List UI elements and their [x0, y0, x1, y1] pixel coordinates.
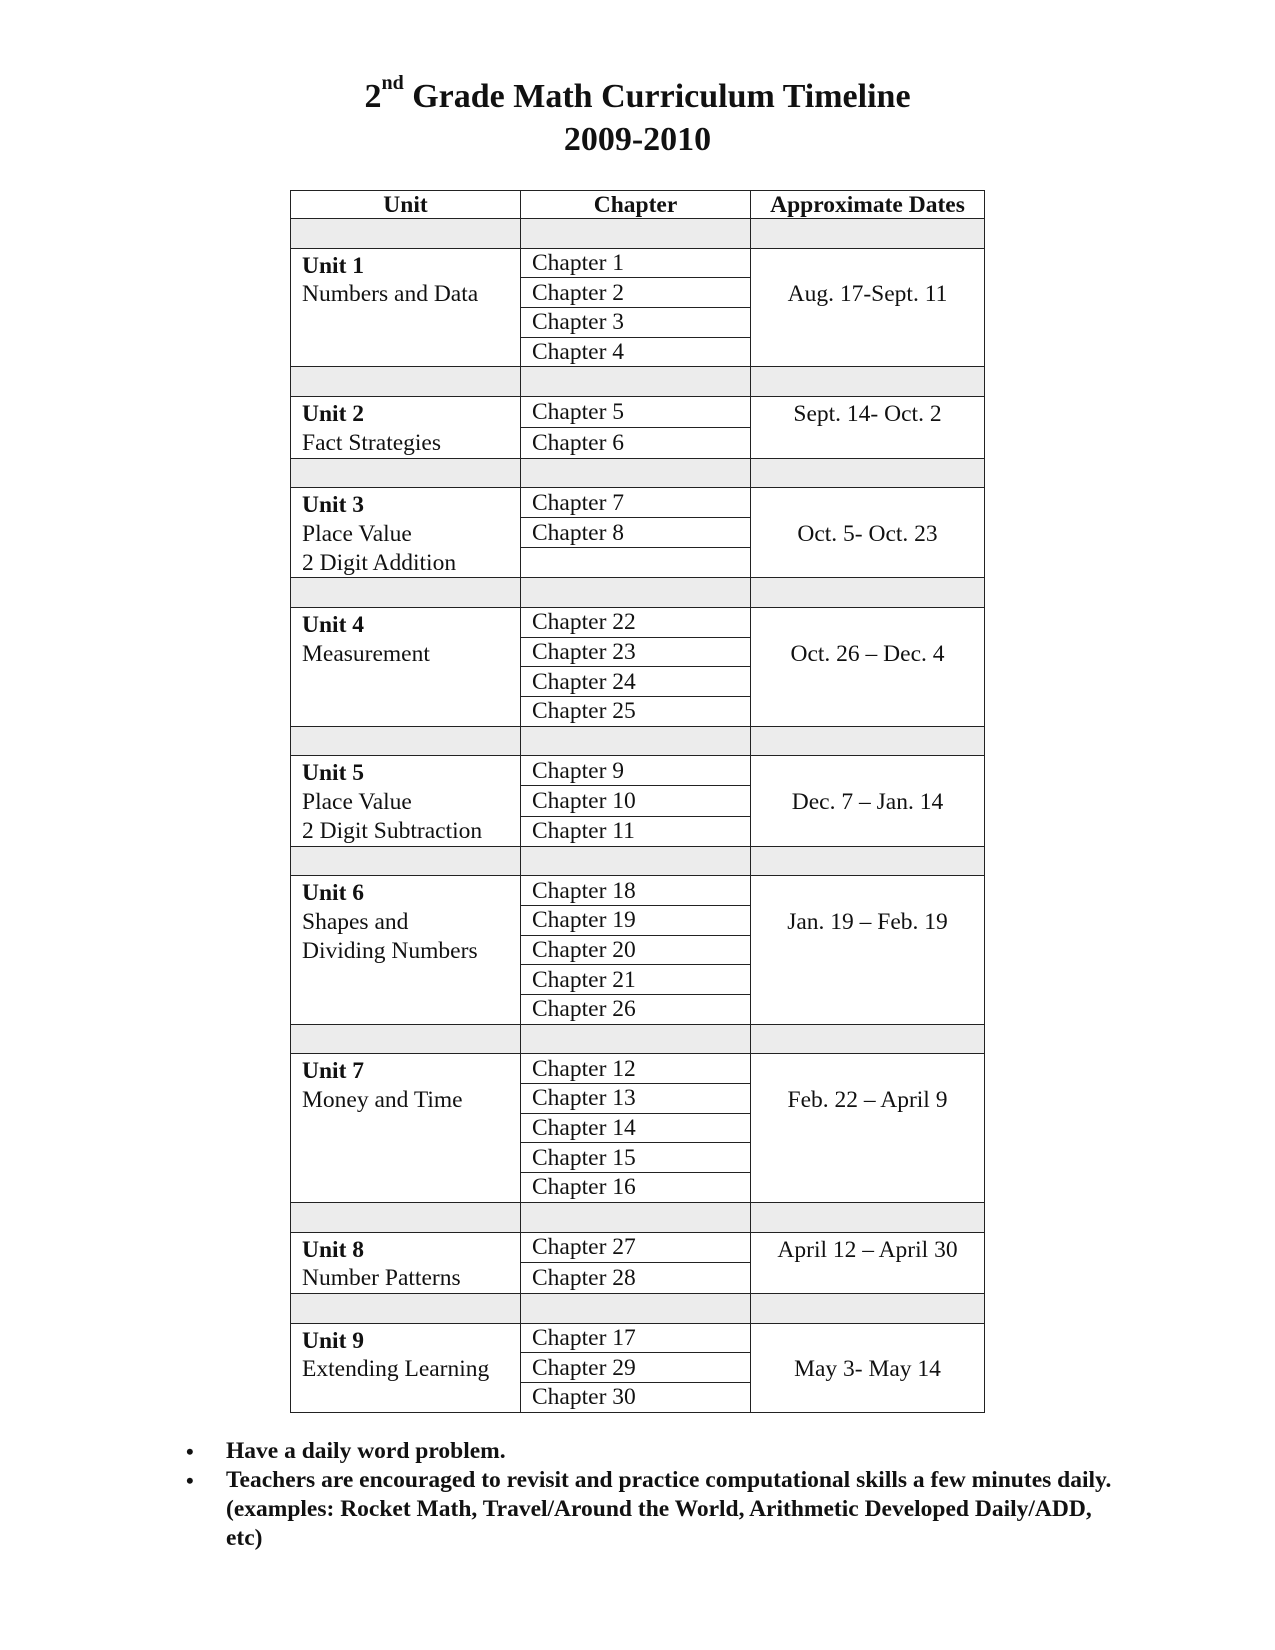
- spacer-cell: [521, 367, 751, 397]
- chapter-cell: Chapter 17: [521, 1323, 751, 1353]
- page-subtitle-year: 2009-2010: [563, 121, 712, 158]
- unit-topic: Measurement: [302, 640, 430, 667]
- dates-text: Aug. 17-Sept. 11: [787, 281, 948, 308]
- chapter-cell: Chapter 16: [521, 1173, 751, 1203]
- chapter-cell: Chapter 22: [521, 608, 751, 638]
- title-superscript: nd: [381, 72, 404, 94]
- unit-name: Unit 8: [302, 1236, 365, 1263]
- unit-name: Unit 6: [302, 880, 365, 907]
- spacer-cell: [751, 1293, 985, 1323]
- spacer-cell: [751, 458, 985, 488]
- table-row: [291, 488, 985, 518]
- notes-list: [186, 1437, 1116, 1553]
- header-unit: Unit: [291, 191, 521, 219]
- table-row: [291, 1232, 985, 1263]
- unit-name: Unit 4: [302, 612, 365, 639]
- unit-topic: Dividing Numbers: [302, 937, 478, 964]
- dates-cell: [751, 876, 985, 1024]
- spacer-cell: [751, 578, 985, 608]
- unit-cell: [291, 876, 521, 1024]
- dates-cell: [751, 608, 985, 727]
- dates-cell: [751, 1232, 985, 1293]
- curriculum-table: [290, 190, 985, 1413]
- spacer-row: [291, 219, 985, 249]
- table-row: [291, 1054, 985, 1084]
- unit-cell: [291, 248, 521, 367]
- chapter-cell: Chapter 25: [521, 697, 751, 727]
- chapter-cell: Chapter 14: [521, 1113, 751, 1143]
- spacer-cell: [291, 219, 521, 249]
- title-prefix: 2: [364, 78, 382, 115]
- unit-name: Unit 9: [302, 1327, 365, 1354]
- spacer-row: [291, 367, 985, 397]
- unit-name: Unit 1: [302, 252, 365, 279]
- spacer-row: [291, 726, 985, 756]
- chapter-cell: Chapter 18: [521, 876, 751, 906]
- header-dates: Approximate Dates: [751, 191, 985, 219]
- unit-topic: Extending Learning: [302, 1356, 490, 1383]
- unit-name: Unit 5: [302, 760, 365, 787]
- chapter-cell: Chapter 24: [521, 667, 751, 697]
- unit-name: Unit 7: [302, 1058, 365, 1085]
- chapter-cell: Chapter 2: [521, 278, 751, 308]
- chapter-cell: Chapter 28: [521, 1263, 751, 1294]
- spacer-cell: [751, 219, 985, 249]
- title-main: Grade Math Curriculum Timeline: [403, 78, 911, 115]
- spacer-row: [291, 1024, 985, 1054]
- dates-cell: [751, 248, 985, 367]
- spacer-cell: [291, 1293, 521, 1323]
- dates-cell: [751, 1323, 985, 1412]
- unit-topic: Number Patterns: [302, 1265, 461, 1292]
- spacer-cell: [521, 578, 751, 608]
- unit-topic: Place Value: [302, 789, 412, 816]
- note-item: [186, 1466, 1116, 1553]
- spacer-cell: [291, 578, 521, 608]
- unit-name: Unit 2: [302, 401, 365, 428]
- spacer-cell: [521, 1293, 751, 1323]
- dates-text: Oct. 5- Oct. 23: [797, 520, 938, 547]
- dates-cell: [751, 397, 985, 458]
- unit-cell: [291, 756, 521, 846]
- spacer-cell: [291, 367, 521, 397]
- unit-cell: [291, 1323, 521, 1412]
- chapter-cell: Chapter 21: [521, 965, 751, 995]
- spacer-row: [291, 1293, 985, 1323]
- dates-text: Sept. 14- Oct. 2: [793, 401, 942, 428]
- dates-text: Feb. 22 – April 9: [787, 1087, 948, 1114]
- spacer-cell: [521, 1024, 751, 1054]
- unit-topic: 2 Digit Addition: [302, 549, 457, 576]
- table-header-row: [291, 191, 985, 219]
- spacer-cell: [751, 1024, 985, 1054]
- unit-cell: [291, 1054, 521, 1202]
- note-text: Have a daily word problem.: [226, 1438, 506, 1464]
- table-row: [291, 1323, 985, 1353]
- chapter-cell: Chapter 11: [521, 816, 751, 846]
- chapter-cell: Chapter 19: [521, 905, 751, 935]
- chapter-cell: Chapter 1: [521, 248, 751, 278]
- unit-cell: [291, 1232, 521, 1293]
- spacer-row: [291, 578, 985, 608]
- table-row: [291, 608, 985, 638]
- spacer-cell: [291, 1202, 521, 1232]
- dates-cell: [751, 756, 985, 846]
- page-title: [0, 72, 1275, 117]
- chapter-cell: Chapter 26: [521, 995, 751, 1025]
- spacer-cell: [291, 1024, 521, 1054]
- header-chapter: Chapter: [521, 191, 751, 219]
- chapter-cell: Chapter 8: [521, 518, 751, 548]
- dates-cell: [751, 488, 985, 578]
- spacer-cell: [291, 726, 521, 756]
- chapter-cell: Chapter 15: [521, 1143, 751, 1173]
- chapter-cell: Chapter 12: [521, 1054, 751, 1084]
- chapter-cell: Chapter 5: [521, 397, 751, 428]
- spacer-cell: [521, 1202, 751, 1232]
- chapter-cell: Chapter 9: [521, 756, 751, 786]
- chapter-cell: Chapter 23: [521, 637, 751, 667]
- spacer-cell: [521, 219, 751, 249]
- table-row: [291, 756, 985, 786]
- chapter-cell: Chapter 13: [521, 1084, 751, 1114]
- chapter-cell: Chapter 30: [521, 1382, 751, 1412]
- unit-topic: Fact Strategies: [302, 429, 442, 456]
- spacer-cell: [751, 367, 985, 397]
- chapter-cell: Chapter 29: [521, 1353, 751, 1383]
- dates-text: Jan. 19 – Feb. 19: [787, 908, 948, 935]
- table-row: [291, 397, 985, 428]
- unit-cell: [291, 488, 521, 578]
- chapter-cell: Chapter 20: [521, 935, 751, 965]
- table-row: [291, 876, 985, 906]
- bullet-icon: •: [186, 1439, 194, 1464]
- spacer-cell: [751, 846, 985, 876]
- dates-text: Oct. 26 – Dec. 4: [790, 640, 945, 667]
- spacer-cell: [521, 726, 751, 756]
- unit-topic: Shapes and: [302, 908, 409, 935]
- unit-topic: Numbers and Data: [302, 281, 479, 308]
- dates-text: Dec. 7 – Jan. 14: [791, 789, 944, 816]
- bullet-icon: •: [186, 1468, 194, 1493]
- note-item: [186, 1437, 1116, 1466]
- chapter-cell: Chapter 4: [521, 337, 751, 367]
- spacer-cell: [521, 846, 751, 876]
- dates-text: May 3- May 14: [794, 1356, 941, 1383]
- chapter-cell: [521, 548, 751, 578]
- dates-text: April 12 – April 30: [777, 1236, 958, 1263]
- unit-topic: Money and Time: [302, 1087, 463, 1114]
- spacer-cell: [751, 726, 985, 756]
- chapter-cell: Chapter 7: [521, 488, 751, 518]
- chapter-cell: Chapter 10: [521, 786, 751, 816]
- spacer-row: [291, 1202, 985, 1232]
- chapter-cell: Chapter 27: [521, 1232, 751, 1263]
- table-row: [291, 248, 985, 278]
- unit-topic: 2 Digit Subtraction: [302, 817, 483, 844]
- spacer-row: [291, 846, 985, 876]
- chapter-cell: Chapter 3: [521, 308, 751, 338]
- spacer-row: [291, 458, 985, 488]
- spacer-cell: [291, 846, 521, 876]
- unit-cell: [291, 608, 521, 727]
- note-text: Teachers are encouraged to revisit and practice computational skills a few minutes daily. (examples: Rocket Math, Travel/Around the World, Arithmetic Developed Daily/ADD, etc): [226, 1467, 1112, 1551]
- spacer-cell: [751, 1202, 985, 1232]
- spacer-cell: [521, 458, 751, 488]
- dates-cell: [751, 1054, 985, 1202]
- unit-topic: Place Value: [302, 520, 412, 547]
- chapter-cell: Chapter 6: [521, 427, 751, 458]
- unit-cell: [291, 397, 521, 458]
- unit-name: Unit 3: [302, 492, 365, 519]
- spacer-cell: [291, 458, 521, 488]
